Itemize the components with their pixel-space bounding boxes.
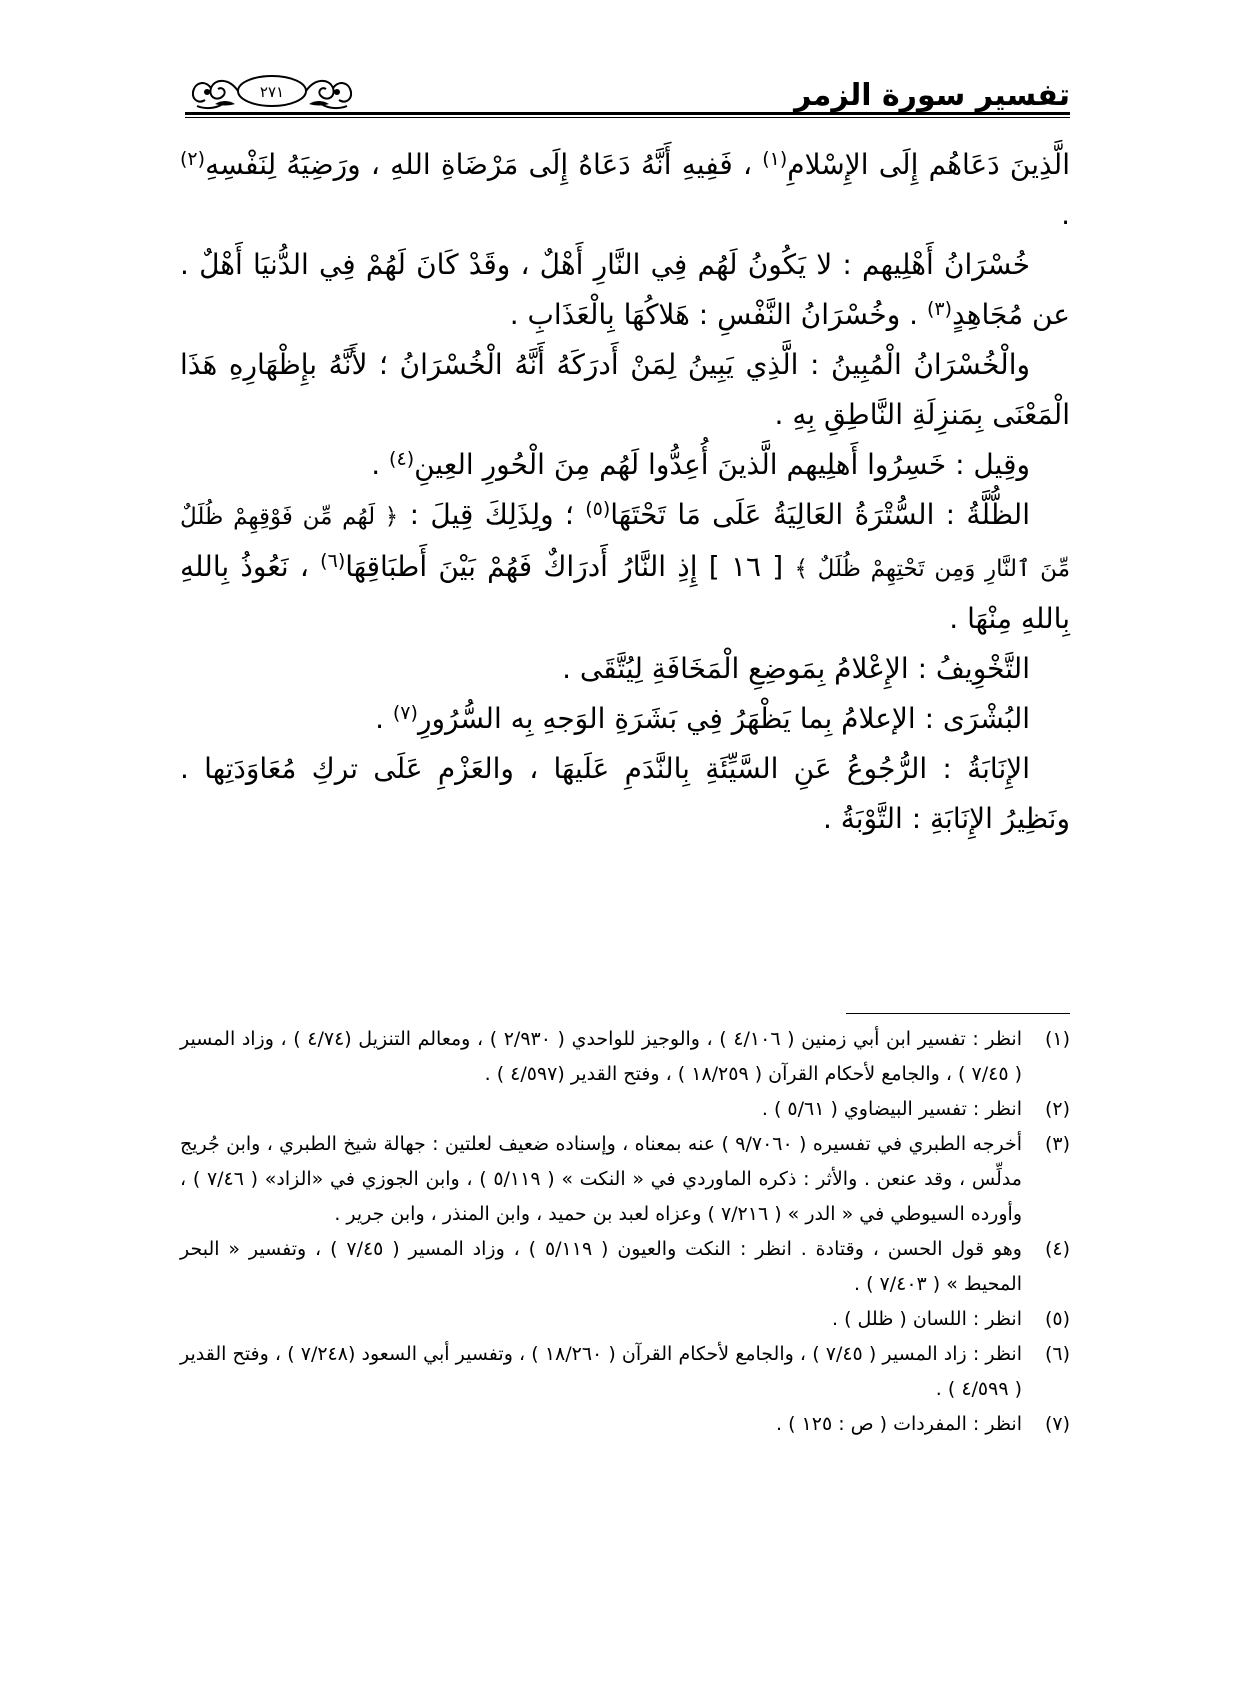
footnote-ref-1: (١) <box>762 148 788 170</box>
running-title: تفسير سورة الزمر <box>794 78 1070 113</box>
text-run: [ ١٦ ] إِذِ النَّارُ أَدرَاكٌ فَهُمْ بَيْنَ أَطبَاقِهَا <box>345 550 795 583</box>
text-run: . وخُسْرَانُ النَّفْسِ : هَلاكُهَا بِالْعَذَابِ . <box>509 298 927 331</box>
page-header <box>185 70 1070 113</box>
footnote-6 <box>180 1337 1070 1407</box>
footnote-ref-4: (٤) <box>389 448 415 470</box>
text-run: . <box>371 448 390 481</box>
footnote-3 <box>180 1127 1070 1232</box>
paragraph-1 <box>180 140 1070 240</box>
paragraph-2 <box>180 240 1070 340</box>
text-run: الإِنَابَةُ : الرُّجُوعُ عَنِ السَّيِّئَةِ بِالنَّدَمِ عَلَيهَا ، والعَزْمِ عَلَى تركِ مُعَاوَدَتِها . ونَظِيرُ الإِنَابَةِ : التَّوْبَةُ . <box>180 752 1070 835</box>
footnote-ref-2: (٢) <box>180 148 206 170</box>
text-run: . <box>1061 198 1070 231</box>
text-run: التَّخْوِيفُ : الإِعْلامُ بِمَوضِعِ الْمَخَافَةِ لِيُتَّقَى . <box>562 652 1030 685</box>
footnote-ref-7: (٧) <box>392 702 418 724</box>
text-run: ، فَفِيهِ أَنَّهُ دَعَاهُ إِلَى مَرْضَاةِ اللهِ ، ورَضِيَهُ لِنَفْسِهِ <box>205 148 763 181</box>
paragraph-7 <box>180 694 1070 744</box>
footnote-ref-5: (٥) <box>585 498 611 520</box>
footnote-4 <box>180 1232 1070 1302</box>
footnote-number: (٤) <box>1044 1238 1070 1260</box>
text-run: خُسْرَانُ أَهْلِيهم : لا يَكُونُ لَهُم فِي النَّارِ أَهْلٌ ، وقَدْ كَانَ لَهُمْ فِي الدُّنيَا أَهْلٌ . عن مُجَاهِدٍ <box>180 248 1070 331</box>
paragraph-3 <box>180 340 1070 440</box>
footnote-5 <box>180 1302 1070 1337</box>
footnote-text: انظر : اللسان ( ظلل ) . <box>832 1308 1022 1330</box>
footnote-text: انظر : زاد المسير ( ٧/٤٥ ) ، والجامع لأحكام القرآن ( ١٨/٢٦٠ ) ، وتفسير أبي السعود (٧/٢٤٨ ) ، وفتح القدير ( ٤/٥٩٩ ) . <box>180 1343 1022 1400</box>
footnote-number: (٦) <box>1044 1343 1070 1365</box>
quran-verse: ﴿ لَهُم مِّن فَوْقِهِمْ ظُلَلٌ مِّنَ ٱلنَّارِ وَمِن تَحْتِهِمْ ظُلَلٌ ﴾ <box>180 504 1071 582</box>
text-run: ؛ ولِذَلِكَ قِيلَ : <box>398 498 586 531</box>
text-run: . <box>375 702 393 735</box>
footnote-text: انظر : المفردات ( ص : ١٢٥ ) . <box>776 1413 1022 1435</box>
text-run: الَّذِينَ دَعَاهُم إِلَى الإِسْلامِ <box>787 148 1070 181</box>
main-text <box>180 140 1070 844</box>
footnote-2 <box>180 1092 1070 1127</box>
footnote-number: (٥) <box>1044 1308 1070 1330</box>
page-number: ٢٧١ <box>259 83 285 101</box>
text-run: البُشْرَى : الإعلامُ بِما يَظْهَرُ فِي بَشَرَةِ الوَجهِ بِه السُّرُورِ <box>417 702 1030 735</box>
footnote-number: (١) <box>1044 1028 1070 1050</box>
header-rule <box>185 112 1070 115</box>
footnote-number: (٢) <box>1044 1098 1070 1120</box>
footnote-ref-6: (٦) <box>320 550 346 572</box>
footnote-number: (٧) <box>1044 1413 1070 1435</box>
paragraph-4 <box>180 440 1070 490</box>
text-run: والْخُسْرَانُ الْمُبِينُ : الَّذِي يَبِينُ لِمَنْ أَدرَكَهُ أَنَّهُ الْخُسْرَانُ ؛ لأَنَّهُ بإِظْهَارِهِ هَذَا الْمَعْنَى بِمَنزِلَةِ النَّاطِقِ بِهِ . <box>180 348 1070 431</box>
paragraph-5 <box>180 490 1070 644</box>
footnote-text: أخرجه الطبري في تفسيره ( ٩/٧٠٦٠ ) عنه بمعناه ، وإسناده ضعيف لعلتين : جهالة شيخ الطبري ، وابن جُريج مدلِّس ، وقد عنعن . والأثر : ذكره الماوردي في « النكت » ( ٥/١١٩ ) ، وابن الجوزي في «الزاد» ( ٧/٤٦ ) ، وأورده السيوطي في « الدر » ( ٧/٢١٦ ) وعزاه لعبد بن حميد ، وابن المنذر ، وابن جرير . <box>180 1133 1022 1225</box>
footnote-7 <box>180 1407 1070 1442</box>
footnote-number: (٣) <box>1044 1133 1070 1155</box>
footnotes <box>180 1022 1070 1442</box>
page-number-ornament <box>185 70 360 114</box>
text-run: الظُّلَّةُ : السُّتْرَةُ العَالِيَةُ عَلَى مَا تَحْتَهَا <box>610 498 1030 531</box>
footnote-1 <box>180 1022 1070 1092</box>
text-run: ، نَعُوذُ بِاللهِ بِاللهِ مِنْهَا . <box>180 550 1070 635</box>
footnote-text: انظر : تفسير البيضاوي ( ٥/٦١ ) . <box>761 1098 1022 1120</box>
footnote-text: انظر : تفسير ابن أبي زمنين ( ٤/١٠٦ ) ، والوجيز للواحدي ( ٢/٩٣٠ ) ، ومعالم التنزيل (٤/٧٤ ) ، وزاد المسير ( ٧/٤٥ ) ، والجامع لأحكام القرآن ( ١٨/٢٥٩ ) ، وفتح القدير (٤/٥٩٧ ) . <box>180 1028 1022 1085</box>
footnote-text: وهو قول الحسن ، وقتادة . انظر : النكت والعيون ( ٥/١١٩ ) ، وزاد المسير ( ٧/٤٥ ) ، وتفسير « البحر المحيط » ( ٧/٤٠٣ ) . <box>180 1238 1022 1295</box>
text-run: وقِيل : خَسِرُوا أَهلِيهم الَّذينَ أُعِدُّوا لَهُم مِنَ الْحُورِ العِينِ <box>414 448 1030 481</box>
paragraph-8 <box>180 744 1070 844</box>
footnote-ref-3: (٣) <box>926 298 952 320</box>
footnote-separator <box>846 1013 1070 1014</box>
paragraph-6 <box>180 644 1070 694</box>
header-rule-thin <box>185 117 1070 118</box>
